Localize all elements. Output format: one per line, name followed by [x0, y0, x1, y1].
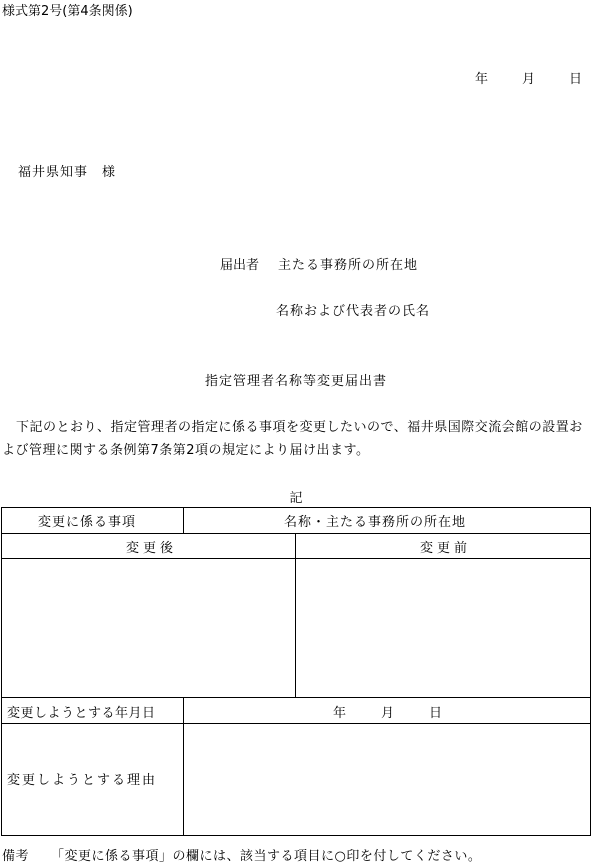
before-label: 変更前: [420, 541, 472, 556]
document-title: 指定管理者名称等変更届出書: [204, 374, 387, 389]
notifier-label: 届出者: [220, 258, 260, 273]
change-date-month: 月: [381, 706, 396, 721]
table-divider-label-col-bottom: [183, 697, 184, 836]
notifier-name-label: 名称および代表者の氏名: [276, 304, 431, 319]
notifier-address-label: 主たる事務所の所在地: [278, 258, 419, 273]
table-border-row3: [1, 697, 591, 698]
remarks-text: 「変更に係る事項」の欄には、該当する項目に○印を付してください。: [51, 849, 482, 864]
table-divider-label-col-top: [183, 507, 184, 534]
submission-date: [475, 68, 582, 87]
date-month-label: 月: [521, 72, 535, 87]
ki-heading: 記: [289, 491, 303, 506]
change-date-day: 日: [429, 706, 444, 721]
table-border-right: [590, 507, 591, 836]
date-year-label: 年: [474, 72, 488, 87]
addressee: 福井県知事 様: [18, 165, 117, 180]
body-paragraph: 下記のとおり、指定管理者の指定に係る事項を変更したいので、福井県国際交流会館の設置および管理に関する条例第7条第2項の規定により届け出ます。: [2, 420, 583, 458]
change-date-label: 変更しようとする年月日: [7, 706, 156, 721]
table-divider-middle: [295, 533, 296, 698]
table-border-bottom: [1, 835, 591, 836]
change-date-value: [333, 702, 443, 721]
table-border-row4: [1, 723, 591, 724]
after-label: 変更後: [126, 541, 178, 556]
table-border-row2: [1, 558, 591, 559]
remarks: [2, 845, 481, 864]
remarks-label: 備考: [2, 849, 30, 864]
change-date-year: 年: [333, 706, 348, 721]
table-border-left: [1, 507, 2, 836]
table-border-row1: [1, 533, 591, 534]
matter-label: 変更に係る事項: [38, 515, 137, 530]
form-number: 様式第2号(第4条関係): [2, 4, 133, 19]
date-day-label: 日: [568, 72, 582, 87]
matter-value: 名称・主たる事務所の所在地: [284, 515, 467, 530]
reason-label: 変更しようとする理由: [7, 773, 158, 788]
table-border-top: [1, 507, 591, 508]
